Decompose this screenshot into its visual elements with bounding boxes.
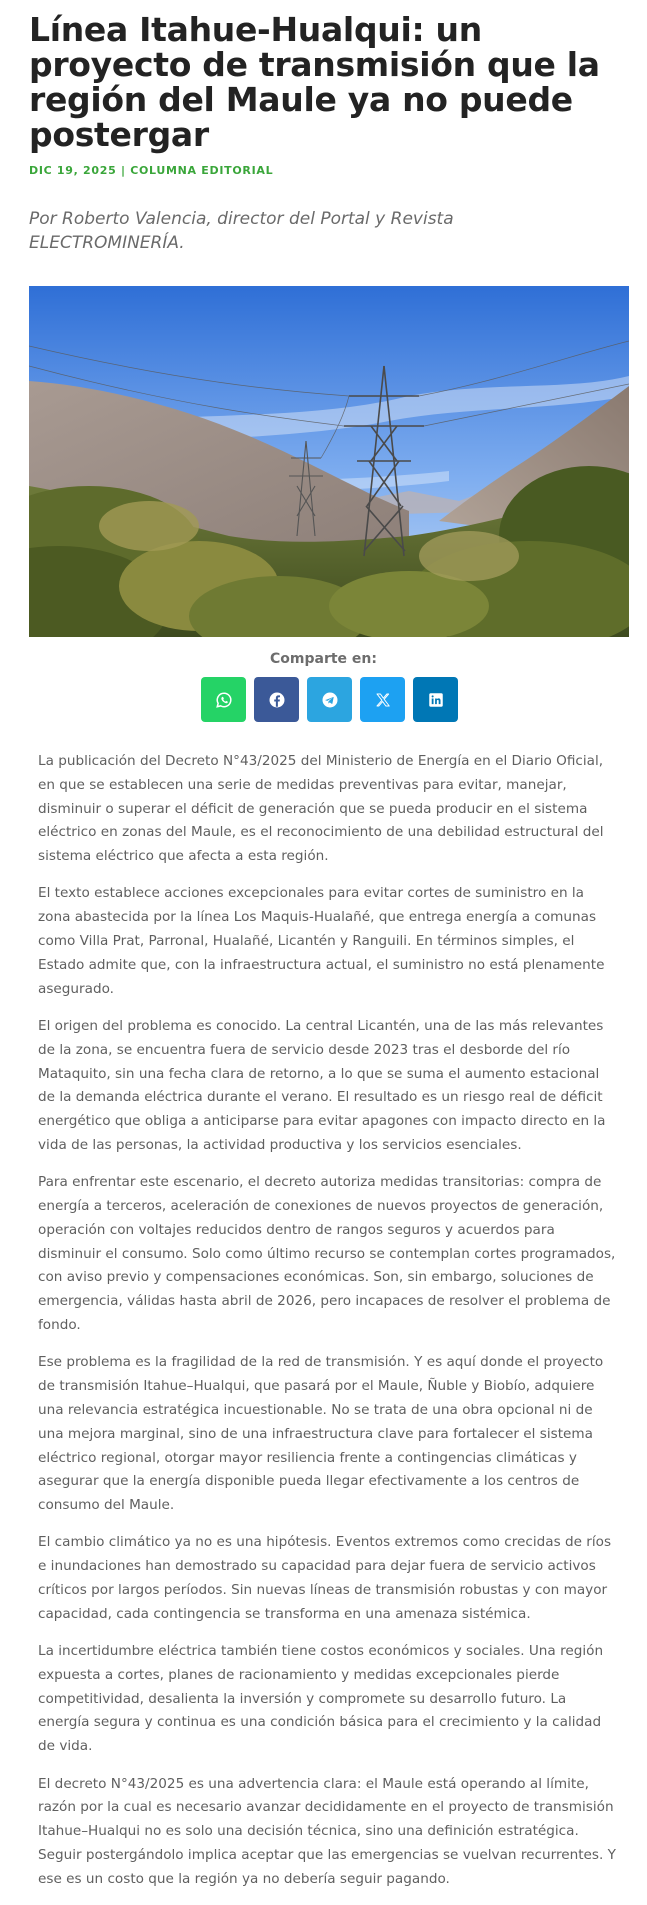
share-facebook-button[interactable] [254, 677, 299, 722]
share-whatsapp-button[interactable] [201, 677, 246, 722]
telegram-icon [321, 691, 339, 709]
x-icon [374, 691, 392, 709]
share-label: Comparte en: [270, 651, 377, 667]
hero-image [29, 286, 629, 637]
share-linkedin-button[interactable] [413, 677, 458, 722]
article-paragraph: El texto establece acciones excepcionales para evitar cortes de suministro en la zona abastecida por la línea Los Maquis-Hualañé, que entrega energía a comunas como Villa Prat, Parronal, Hualañé, Licantén y Ranguili. En términos simples, el Estado admite que, con la infraestructura actual, el suministro no está plenamente asegurado. [38, 885, 605, 997]
share-x-button[interactable] [360, 677, 405, 722]
linkedin-icon [427, 691, 445, 709]
article-paragraph: La incertidumbre eléctrica también tiene costos económicos y sociales. Una región expuesta a cortes, planes de racionamiento y medidas excepcionales pierde competitividad, desalienta la inversión y compromete su desarrollo futuro. La energía segura y continua es una condición básica para el crecimiento y la calidad de vida. [38, 1643, 604, 1755]
whatsapp-icon [215, 691, 233, 709]
article-paragraph: La publicación del Decreto N°43/2025 del Ministerio de Energía en el Diario Oficial, en que se establecen una serie de medidas preventivas para evitar, manejar, disminuir o superar el déficit de generación que se pueda producir en el sistema eléctrico en zonas del Maule, es el reconocimiento de una debilidad estructural del sistema eléctrico que afecta a esta región. [38, 753, 604, 865]
article-meta: DIC 19, 2025 | COLUMNA EDITORIAL [29, 164, 274, 177]
article-body [38, 750, 620, 1905]
article-paragraph: El cambio climático ya no es una hipótesis. Eventos extremos como crecidas de ríos e inundaciones han demostrado su capacidad para dejar fuera de servicio activos críticos por largos períodos. Sin nuevas líneas de transmisión robustas y con mayor capacidad, cada contingencia se transforma en una amenaza sistémica. [38, 1534, 612, 1622]
article-byline: Por Roberto Valencia, director del Portal y Revista ELECTROMINERÍA. [29, 209, 454, 253]
article-paragraph: Para enfrentar este escenario, el decreto autoriza medidas transitorias: compra de energía a terceros, aceleración de conexiones de nuevos proyectos de generación, operación con voltajes reducidos dentro de rangos seguros y acuerdos para disminuir el consumo. Solo como último recurso se contemplan cortes programados, con aviso previo y compensaciones económicas. Son, sin embargo, soluciones de emergencia, válidas hasta abril de 2026, pero incapaces de resolver el problema de fondo. [38, 1174, 616, 1334]
article-paragraph: El origen del problema es conocido. La central Licantén, una de las más relevantes de la zona, se encuentra fuera de servicio desde 2023 tras el desborde del río Mataquito, sin una fecha clara de retorno, a lo que se suma el aumento estacional de la demanda eléctrica durante el verano. El resultado es un riesgo real de déficit energético que obliga a anticiparse para evitar apagones con impacto directo en la vida de las personas, la actividad productiva y los servicios esenciales. [38, 1017, 606, 1153]
article-header [29, 0, 629, 255]
facebook-icon [268, 691, 286, 709]
article-title: Línea Itahue-Hualqui: un proyecto de transmisión que la región del Maule ya no puede postergar [29, 10, 600, 154]
article-paragraph: Ese problema es la fragilidad de la red de transmisión. Y es aquí donde el proyecto de transmisión Itahue–Hualqui, que pasará por el Maule, Ñuble y Biobío, adquiere una relevancia estratégica incuestionable. No se trata de una obra opcional ni de una mejora marginal, sino de una infraestructura clave para fortalecer el sistema eléctrico regional, otorgar mayor resiliencia frente a contingencias climáticas y asegurar que la energía disponible pueda llegar efectivamente a los centros de consumo del Maule. [38, 1354, 604, 1514]
share-telegram-button[interactable] [307, 677, 352, 722]
article-paragraph: El decreto N°43/2025 es una advertencia clara: el Maule está operando al límite, razón por la cual es necesario avanzar decididamente en el proyecto de transmisión Itahue–Hualqui no es solo una decisión técnica, sino una definición estratégica. Seguir postergándolo implica aceptar que las emergencias se vuelvan recurrentes. Y ese es un costo que la región ya no debería seguir pagando. [38, 1775, 616, 1887]
share-buttons [201, 677, 458, 722]
